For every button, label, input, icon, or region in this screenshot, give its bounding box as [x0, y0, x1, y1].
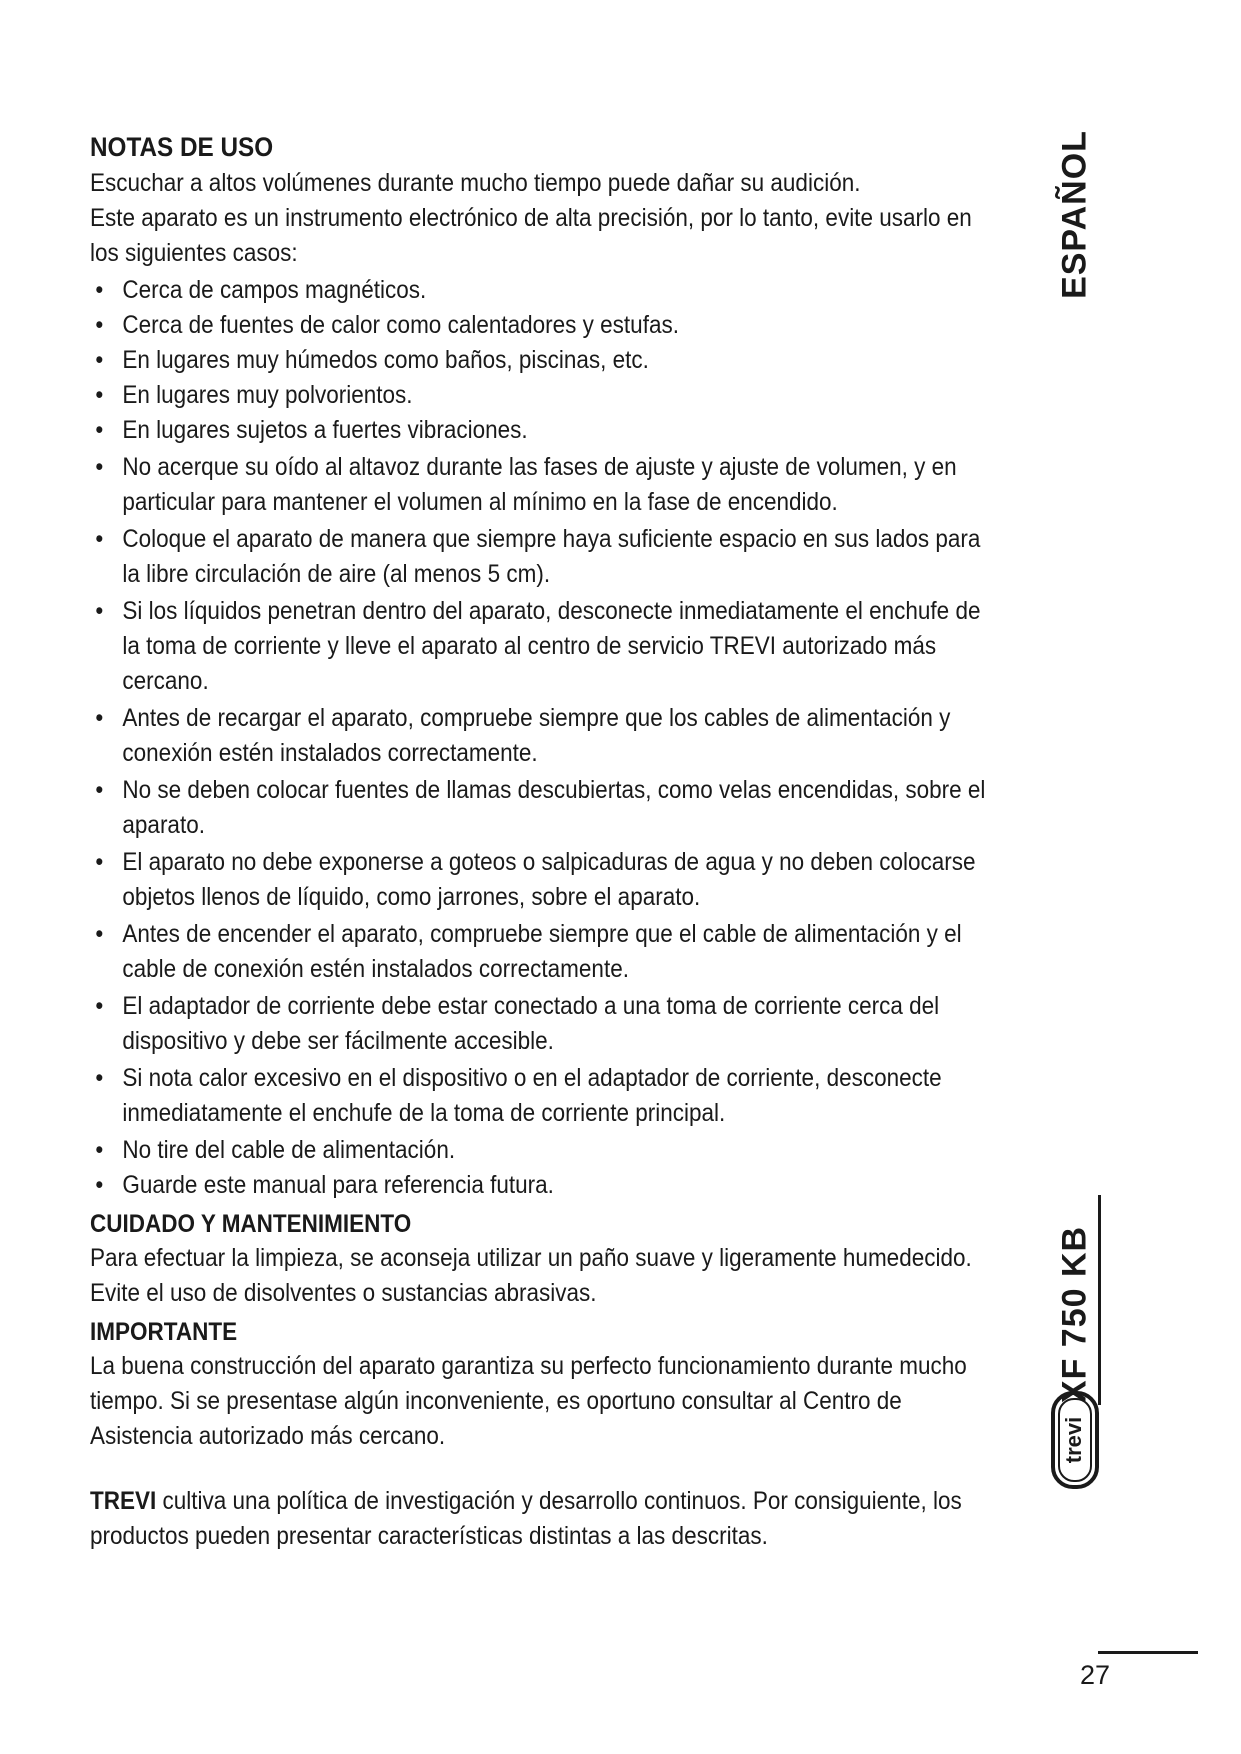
list-item: • Antes de recargar el aparato, compruebe siempre que los cables de alimentación y conexión estén instalados correctamente.: [90, 701, 988, 771]
list-item: • El adaptador de corriente debe estar conectado a una toma de corriente cerca del dispositivo y debe ser fácilmente accesible.: [90, 989, 988, 1059]
list-item: • Guarde este manual para referencia futura.: [90, 1168, 988, 1203]
list-item: • No se deben colocar fuentes de llamas descubiertas, como velas encendidas, sobre el aparato.: [90, 773, 988, 843]
cuidado-title: CUIDADO Y MANTENIMIENTO: [90, 1210, 412, 1238]
notas-intro-1: Escuchar a altos volúmenes durante mucho tiempo puede dañar su audición.: [90, 169, 861, 197]
list-item: • En lugares muy polvorientos.: [90, 378, 988, 413]
trevi-note-text: cultiva una política de investigación y desarrollo continuos. Por consiguiente, los productos pueden presentar características distintas a las descritas.: [90, 1487, 962, 1550]
page-content: [90, 128, 988, 1554]
logo-text: trevi: [1060, 1416, 1086, 1464]
model-label: XF 750 KB: [1055, 1225, 1094, 1404]
cuidado-text: Para efectuar la limpieza, se aconseja utilizar un paño suave y ligeramente humedecido. Evite el uso de disolventes o sustancias abrasivas.: [90, 1244, 972, 1307]
list-item: • Si nota calor excesivo en el dispositivo o en el adaptador de corriente, desconecte inmediatamente el enchufe de la toma de corriente principal.: [90, 1061, 988, 1131]
notas-list: [90, 273, 988, 1203]
list-item: • No acerque su oído al altavoz durante las fases de ajuste y ajuste de volumen, y en particular para mantener el volumen al mínimo en la fase de encendido.: [90, 450, 988, 520]
notas-title: NOTAS DE USO: [90, 132, 274, 162]
importante-title: IMPORTANTE: [90, 1318, 238, 1346]
list-item: • No tire del cable de alimentación.: [90, 1133, 988, 1168]
language-label: ESPAÑOL: [1055, 130, 1094, 299]
list-item: • Cerca de campos magnéticos.: [90, 273, 988, 308]
list-item: • Coloque el aparato de manera que siempre haya suficiente espacio en sus lados para la libre circulación de aire (al menos 5 cm).: [90, 522, 988, 592]
page-number-rule: [1098, 1651, 1198, 1654]
trevi-logo-icon: [1050, 1390, 1100, 1490]
spacer: [90, 1454, 988, 1484]
vertical-divider: [1098, 1195, 1101, 1405]
trevi-note: [90, 1484, 988, 1554]
list-item: • Si los líquidos penetran dentro del aparato, desconecte inmediatamente el enchufe de la toma de corriente y lleve el aparato al centro de servicio TREVI autorizado más cercano.: [90, 594, 988, 699]
list-item: • En lugares sujetos a fuertes vibraciones.: [90, 413, 988, 448]
list-item: • En lugares muy húmedos como baños, piscinas, etc.: [90, 343, 988, 378]
importante-text: La buena construcción del aparato garantiza su perfecto funcionamiento durante mucho tiempo. Si se presentase algún inconveniente, es oportuno consultar al Centro de Asistencia autorizado más cercano.: [90, 1352, 967, 1450]
trevi-brand: TREVI: [90, 1487, 157, 1515]
list-item: • Antes de encender el aparato, compruebe siempre que el cable de alimentación y el cable de conexión estén instalados correctamente.: [90, 917, 988, 987]
list-item: • Cerca de fuentes de calor como calentadores y estufas.: [90, 308, 988, 343]
notas-intro-2: Este aparato es un instrumento electrónico de alta precisión, por lo tanto, evite usarlo en los siguientes casos:: [90, 204, 972, 267]
page-number: 27: [1080, 1660, 1111, 1690]
list-item: • El aparato no debe exponerse a goteos o salpicaduras de agua y no deben colocarse objetos llenos de líquido, como jarrones, sobre el aparato.: [90, 845, 988, 915]
